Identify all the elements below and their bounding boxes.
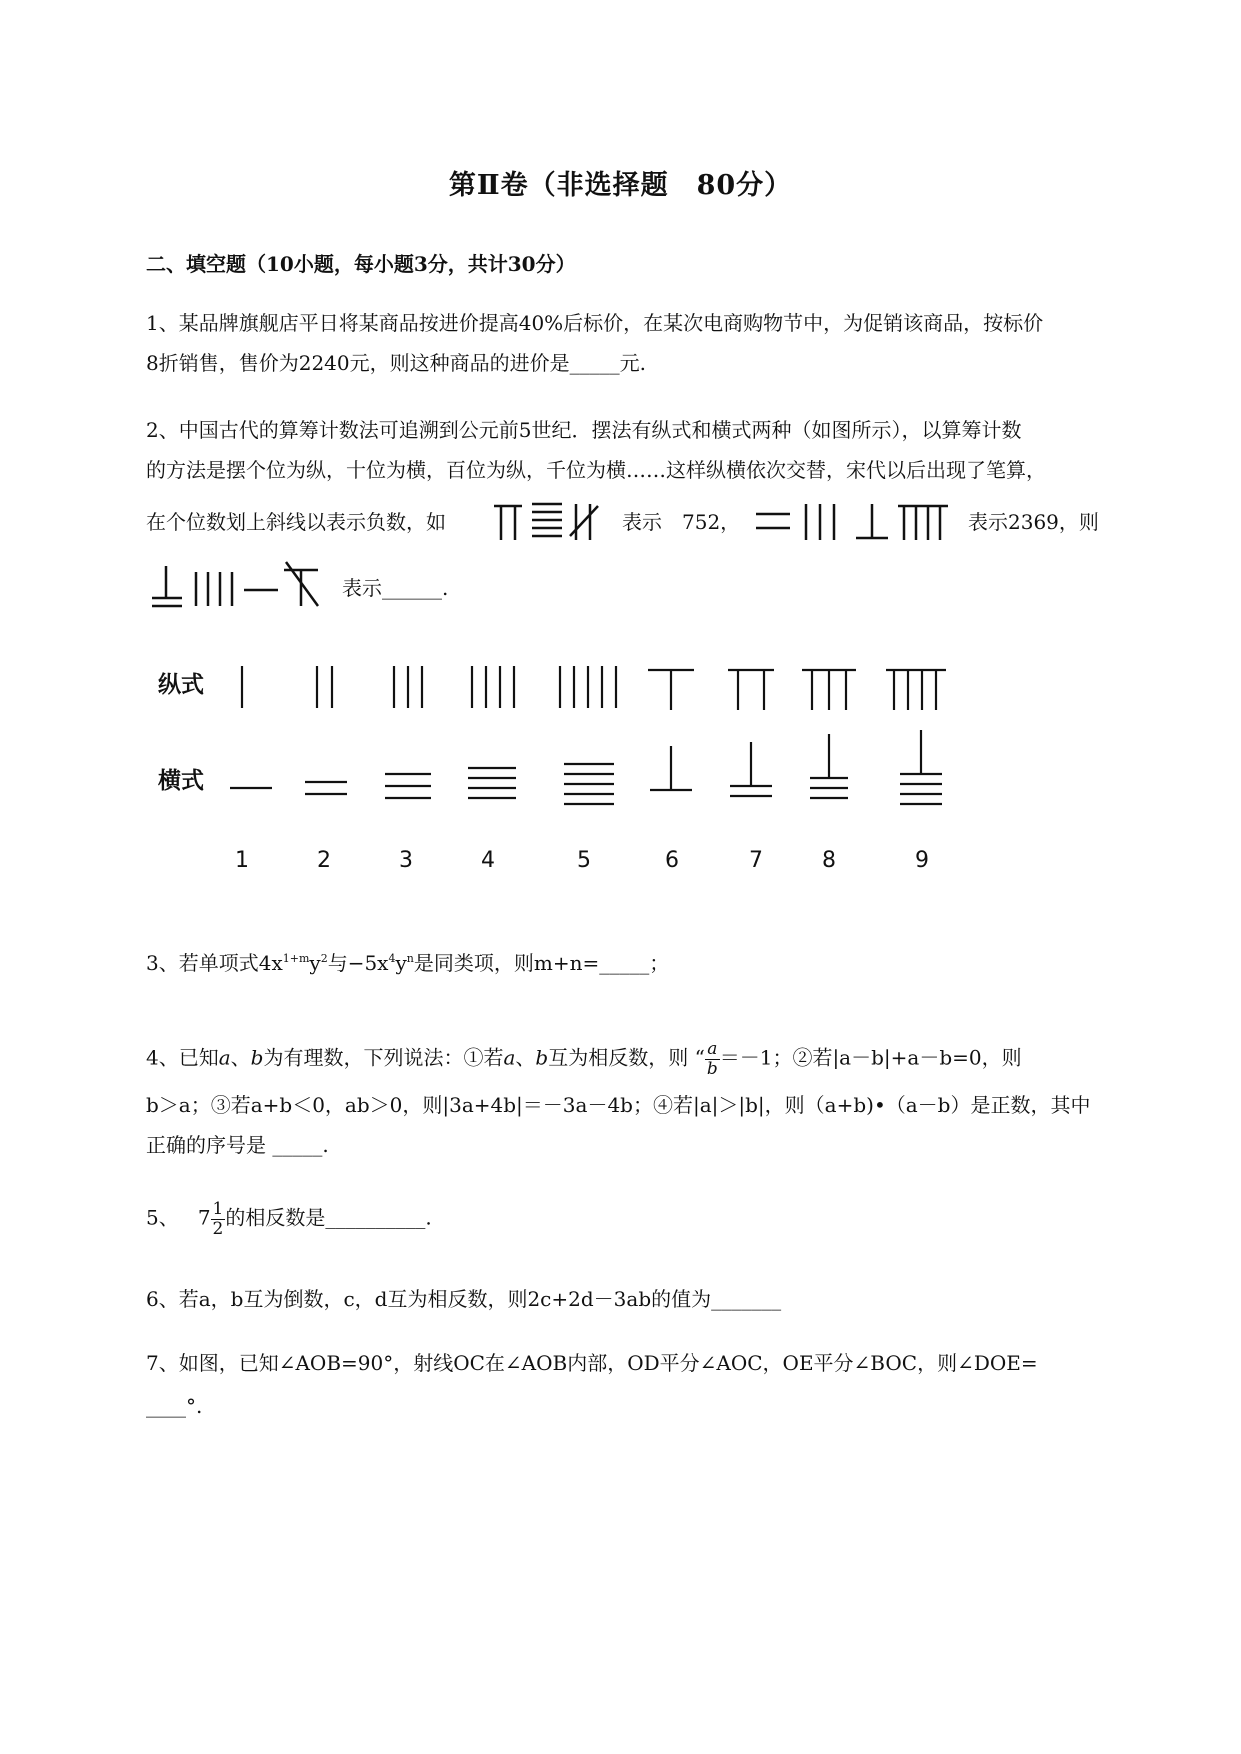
q3-mid1: y bbox=[309, 951, 321, 975]
page-title: 第Ⅱ卷（非选择题 80分） bbox=[448, 170, 793, 201]
counting-rods-chart bbox=[220, 650, 980, 840]
q4-sep2: 、 bbox=[515, 1045, 536, 1070]
q4-var-b2: b bbox=[535, 1045, 549, 1070]
digit-label: 5 bbox=[577, 848, 591, 873]
q2-line3-b: 表示 752， bbox=[622, 510, 741, 534]
q5-suffix: 的相反数是__________. bbox=[225, 1205, 432, 1230]
q6-line: 6、若a，b互为倒数，c，d互为相反数，则2c+2d－3ab的值为_______ bbox=[146, 1287, 782, 1311]
q3-sup2: 2 bbox=[320, 952, 328, 965]
q5-frac-den: 2 bbox=[212, 1218, 224, 1239]
q3-sup1: 1+m bbox=[282, 952, 310, 965]
horizontal-form-label: 横式 bbox=[158, 768, 204, 794]
q5-prefix: 5、 bbox=[146, 1205, 179, 1230]
digit-label: 1 bbox=[235, 848, 249, 873]
q2-line3-c: 表示2369，则 bbox=[968, 510, 1099, 534]
digit-label: 7 bbox=[749, 848, 763, 873]
q3-mid3: y bbox=[395, 951, 407, 975]
q2-line4: 表示______. bbox=[342, 576, 449, 600]
q2-line2: 的方法是摆个位为纵，十位为横，百位为纵，千位为横……这样纵横依次交替，宋代以后出现了笔算， bbox=[146, 458, 1046, 482]
q2-line3-a: 在个位数划上斜线以表示负数，如 bbox=[146, 510, 446, 534]
q5-frac-num: 1 bbox=[212, 1199, 224, 1219]
q4-line1 bbox=[146, 1040, 1022, 1078]
q4-frac-num: a bbox=[705, 1040, 720, 1060]
q4-line1-c: 互为相反数，则 “ bbox=[548, 1045, 705, 1070]
vertical-form-label: 纵式 bbox=[158, 672, 204, 698]
q2-line1: 2、中国古代的算筹计数法可追溯到公元前5世纪．摆法有纵式和横式两种（如图所示），以算筹计数 bbox=[146, 418, 1022, 442]
rods-752-icon bbox=[490, 500, 610, 544]
q3-sup4: n bbox=[406, 952, 414, 965]
q3-suffix: 是同类项，则m+n=_____； bbox=[413, 951, 670, 975]
q4-var-b: b bbox=[250, 1045, 264, 1070]
q3-mid2: 与−5x bbox=[327, 951, 389, 975]
q4-line1-a: 4、已知 bbox=[146, 1045, 219, 1070]
q1-line2: 8折销售，售价为2240元，则这种商品的进价是_____元. bbox=[146, 351, 646, 375]
q4-line1-d: ＝－1；②若|a－b|+a－b=0，则 bbox=[719, 1045, 1022, 1070]
digit-label: 8 bbox=[822, 848, 836, 873]
digit-label: 6 bbox=[665, 848, 679, 873]
q4-frac-den: b bbox=[706, 1058, 718, 1079]
q3-sup3: 4 bbox=[388, 952, 396, 965]
q4-var-a2: a bbox=[503, 1045, 516, 1070]
q4-fraction bbox=[705, 1040, 720, 1078]
rods-2369-icon bbox=[752, 500, 952, 544]
q4-var-a: a bbox=[218, 1045, 231, 1070]
q1-line1: 1、某品牌旗舰店平日将某商品按进价提高40%后标价，在某次电商购物节中，为促销该商品，按标价 bbox=[146, 311, 1044, 335]
q4-line1-b: 为有理数，下列说法：①若 bbox=[263, 1045, 504, 1070]
q3-prefix: 3、若单项式4x bbox=[146, 951, 283, 975]
q3-line bbox=[146, 953, 669, 973]
digit-label: 3 bbox=[399, 848, 413, 873]
q5-whole: 7 bbox=[197, 1205, 211, 1230]
digit-label: 9 bbox=[915, 848, 929, 873]
section-heading: 二、填空题（10小题，每小题3分，共计30分） bbox=[146, 252, 576, 276]
q4-line3: 正确的序号是 _____. bbox=[146, 1133, 329, 1157]
q4-sep: 、 bbox=[230, 1045, 251, 1070]
q4-line2: b＞a；③若a+b＜0，ab＞0，则|3a+4b|＝－3a－4b；④若|a|＞|b|，则（a+b)•（a－b）是正数，其中 bbox=[146, 1093, 1091, 1117]
q5-fraction bbox=[211, 1200, 226, 1238]
rods-negative-number-icon bbox=[148, 560, 328, 612]
digit-label: 4 bbox=[481, 848, 495, 873]
q7-line1: 7、如图，已知∠AOB=90°，射线OC在∠AOB内部，OD平分∠AOC，OE平分∠BOC，则∠DOE= bbox=[146, 1351, 1038, 1375]
digit-label: 2 bbox=[317, 848, 331, 873]
q7-line2: ____°. bbox=[146, 1394, 203, 1418]
q5-line bbox=[146, 1200, 432, 1238]
